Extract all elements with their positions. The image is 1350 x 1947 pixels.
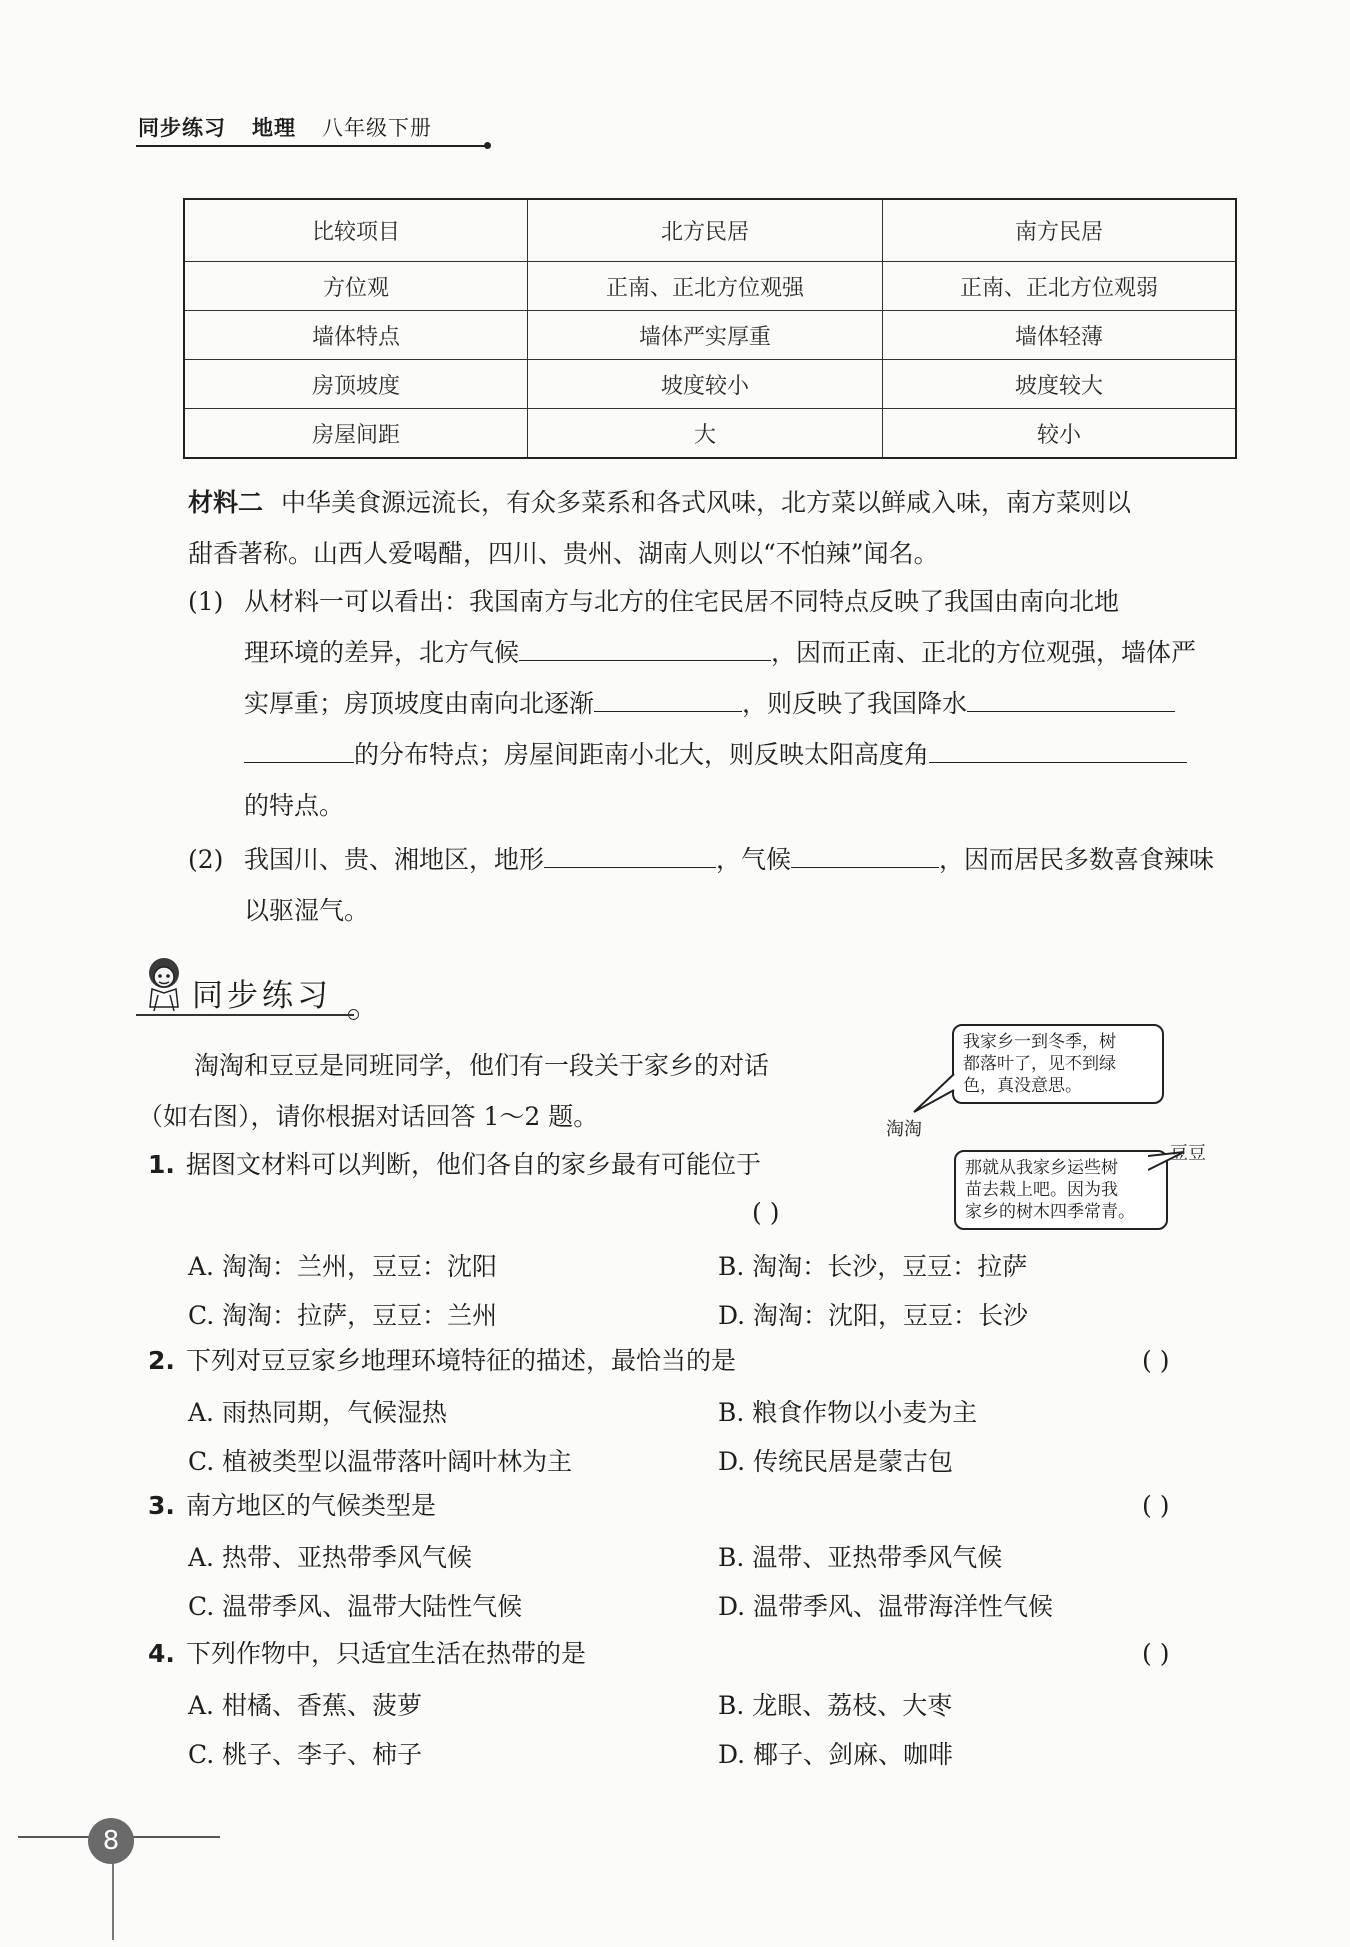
answer-blank[interactable] (244, 730, 354, 763)
table-cell: 正南、正北方位观强 (528, 262, 883, 311)
speech-bubble-taotao: 我家乡一到冬季，树 都落叶了，见不到绿 色，真没意思。 (952, 1024, 1164, 1104)
header-book: 同步练习 (138, 116, 226, 140)
bubble-tail-icon (910, 1070, 958, 1120)
option-d[interactable]: D. 传统民居是蒙古包 (718, 1447, 954, 1476)
sub-question-2: (2) 我国川、贵、湘地区，地形 ，气候 ，因而居民多数喜食辣味 以驱湿气。 (188, 834, 1248, 936)
material-two-line: 材料二 中华美食源远流长，有众多菜系和各式风味，北方菜以鲜咸入味，南方菜则以 (188, 488, 1132, 517)
question-number: 3. (148, 1491, 175, 1520)
answer-blank[interactable] (967, 679, 1175, 712)
answer-blank[interactable] (544, 835, 716, 868)
question-2-stem: 2. 下列对豆豆家乡地理环境特征的描述，最恰当的是 (148, 1336, 1148, 1385)
material-two (188, 477, 1238, 579)
answer-paren[interactable]: ( ) (1142, 1491, 1170, 1520)
comparison-table (183, 198, 1237, 459)
question-4-stem: 4. 下列作物中，只适宜生活在热带的是 (148, 1629, 1148, 1678)
option-b[interactable]: B. 淘淘：长沙，豆豆：拉萨 (718, 1252, 1028, 1281)
sub-question-1: (1) 从材料一可以看出：我国南方与北方的住宅民居不同特点反映了我国由南向北地 理环境的差异，北方气候 ，因而正南、正北的方位观强，墙体严 实厚重；房顶坡度由南向北逐渐 ，则反映了我国降水 的分布特点；房屋间距南小北大，则反映太阳高度角 的特点。 (188, 576, 1248, 831)
running-header (138, 112, 432, 142)
option-d[interactable]: D. 椰子、剑麻、咖啡 (718, 1740, 954, 1769)
material-two-line: 甜香著称。山西人爱喝醋，四川、贵州、湖南人则以“不怕辣”闻名。 (188, 539, 939, 568)
table-header-cell: 南方民居 (883, 199, 1237, 262)
option-b[interactable]: B. 龙眼、荔枝、大枣 (718, 1691, 953, 1720)
sub-question-number: (1) (188, 587, 224, 616)
answer-paren[interactable]: ( ) (1142, 1346, 1170, 1375)
table-cell: 墙体轻薄 (883, 311, 1237, 360)
answer-blank[interactable] (594, 679, 742, 712)
table-cell: 较小 (883, 409, 1237, 459)
answer-blank[interactable] (929, 730, 1187, 763)
option-c[interactable]: C. 植被类型以温带落叶阔叶林为主 (188, 1447, 573, 1476)
option-b[interactable]: B. 温带、亚热带季风气候 (718, 1543, 1003, 1572)
mascot-icon (138, 955, 190, 1013)
speaker-taotao: 淘淘 (886, 1119, 922, 1140)
answer-blank[interactable] (791, 835, 939, 868)
table-cell: 大 (528, 409, 883, 459)
option-d[interactable]: D. 温带季风、温带海洋性气候 (718, 1592, 1054, 1621)
table-row (184, 409, 1236, 459)
table-cell: 方位观 (184, 262, 528, 311)
sub-question-number: (2) (188, 845, 224, 874)
question-1-stem: 1. 据图文材料可以判断，他们各自的家乡最有可能位于 (148, 1140, 838, 1189)
option-a[interactable]: A. 柑橘、香蕉、菠萝 (188, 1691, 422, 1720)
question-3-stem: 3. 南方地区的气候类型是 (148, 1481, 1148, 1530)
table-cell: 墙体严实厚重 (528, 311, 883, 360)
answer-blank[interactable] (519, 628, 771, 661)
question-number: 4. (148, 1639, 175, 1668)
table-row (184, 311, 1236, 360)
option-d[interactable]: D. 淘淘：沈阳，豆豆：长沙 (718, 1301, 1029, 1330)
table-cell: 房屋间距 (184, 409, 528, 459)
option-c[interactable]: C. 温带季风、温带大陆性气候 (188, 1592, 523, 1621)
question-number: 1. (148, 1150, 175, 1179)
table-cell: 墙体特点 (184, 311, 528, 360)
table-cell: 房顶坡度 (184, 360, 528, 409)
table-header-cell: 北方民居 (528, 199, 883, 262)
table-cell: 坡度较小 (528, 360, 883, 409)
section-rule (136, 1014, 354, 1016)
option-c[interactable]: C. 淘淘：拉萨，豆豆：兰州 (188, 1301, 498, 1330)
header-rule (136, 145, 488, 147)
section-title: 同步练习 (192, 978, 332, 1014)
section-rule-end (348, 1009, 359, 1020)
header-dot (484, 142, 491, 149)
page-number: 8 (88, 1818, 134, 1864)
material-two-label: 材料二 (188, 488, 264, 517)
table-header-row (184, 199, 1236, 262)
answer-paren[interactable]: ( ) (1142, 1639, 1170, 1668)
table-cell: 正南、正北方位观弱 (883, 262, 1237, 311)
option-a[interactable]: A. 雨热同期，气候湿热 (188, 1398, 447, 1427)
table-row (184, 262, 1236, 311)
header-subject: 地理 (252, 116, 296, 140)
table-cell: 坡度较大 (883, 360, 1237, 409)
option-a[interactable]: A. 淘淘：兰州，豆豆：沈阳 (188, 1252, 497, 1281)
table-header-cell: 比较项目 (184, 199, 528, 262)
table-row (184, 360, 1236, 409)
question-number: 2. (148, 1346, 175, 1375)
speech-bubble-doudou: 那就从我家乡运些树 苗去栽上吧。因为我 家乡的树木四季常青。 (954, 1150, 1168, 1230)
option-a[interactable]: A. 热带、亚热带季风气候 (188, 1543, 472, 1572)
intro-text: 淘淘和豆豆是同班同学，他们有一段关于家乡的对话 （如右图），请你根据对话回答 1～2 题。 (138, 1051, 770, 1131)
option-c[interactable]: C. 桃子、李子、柿子 (188, 1740, 423, 1769)
header-grade: 八年级下册 (322, 116, 432, 140)
answer-paren[interactable]: ( ) (752, 1198, 780, 1227)
option-b[interactable]: B. 粮食作物以小麦为主 (718, 1398, 978, 1427)
speaker-doudou: 豆豆 (1170, 1143, 1206, 1164)
